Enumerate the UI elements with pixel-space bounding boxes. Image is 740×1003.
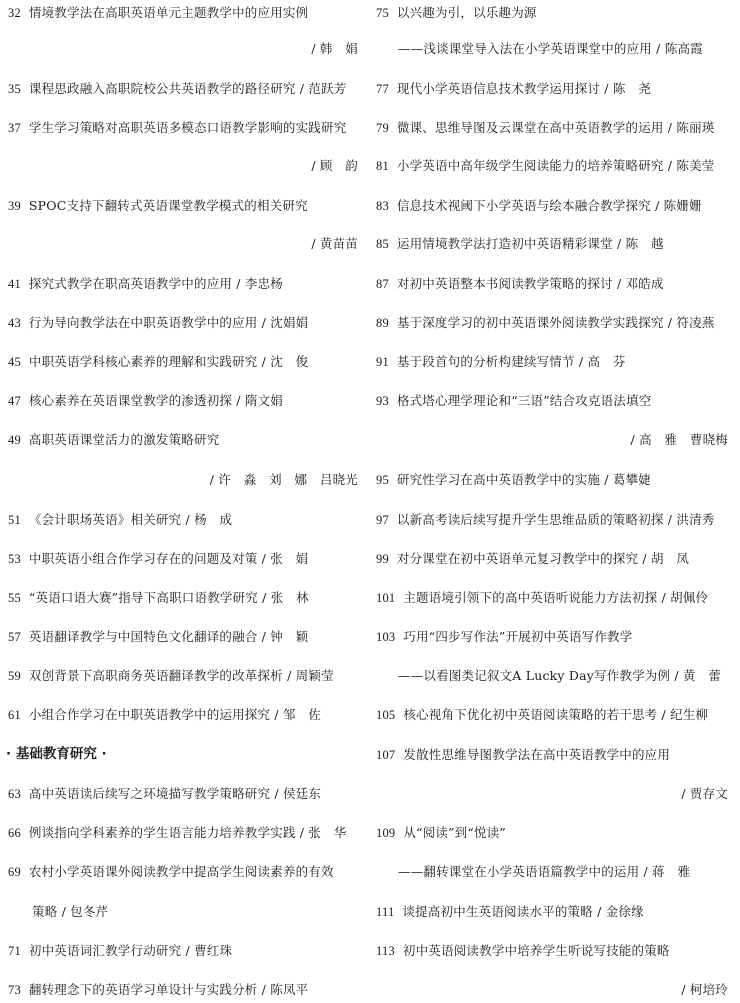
- toc-entry[interactable]: 41 探究式教学在职高英语教学中的应用 / 李忠杨: [8, 276, 283, 291]
- toc-entry[interactable]: 111 谈提高初中生英语阅读水平的策略 / 金徐缘: [376, 904, 644, 919]
- toc-entry[interactable]: 83 信息技术视阈下小学英语与绘本融合教学探究 / 陈姗姗: [376, 198, 702, 213]
- section-heading: · 基础教育研究 ·: [6, 746, 107, 762]
- toc-entry[interactable]: 101 主题语境引领下的高中英语听说能力方法初探 / 胡佩伶: [376, 590, 709, 605]
- toc-author: / 贾存文: [681, 786, 728, 801]
- toc-entry[interactable]: 51 《会计职场英语》相关研究 / 杨 成: [8, 512, 233, 527]
- toc-entry[interactable]: 35 课程思政融入高职院校公共英语教学的路径研究 / 范跃芳: [8, 81, 347, 96]
- toc-entry[interactable]: 66 例谈指向学科素养的学生语言能力培养教学实践 / 张 华: [8, 825, 347, 840]
- toc-entry[interactable]: 87 对初中英语整本书阅读教学策略的探讨 / 邓皓成: [376, 276, 664, 291]
- toc-entry[interactable]: 53 中职英语小组合作学习存在的问题及对策 / 张 娟: [8, 551, 309, 566]
- toc-entry[interactable]: 81 小学英语中高年级学生阅读能力的培养策略研究 / 陈美莹: [376, 158, 715, 173]
- toc-entry[interactable]: 32 情境教学法在高职英语单元主题教学中的应用实例: [8, 5, 309, 20]
- toc-entry[interactable]: 57 英语翻译教学与中国特色文化翻译的融合 / 钟 颖: [8, 629, 309, 644]
- toc-entry[interactable]: 109 从“阅读”到“悦读”: [376, 825, 506, 840]
- toc-entry[interactable]: 37 学生学习策略对高职英语多模态口语教学影响的实践研究: [8, 120, 347, 135]
- toc-entry[interactable]: 99 对分课堂在初中英语单元复习教学中的探究 / 胡 凤: [376, 551, 690, 566]
- toc-author: / 许 淼 刘 娜 吕晓光: [209, 472, 358, 487]
- toc-entry[interactable]: 43 行为导向教学法在中职英语教学中的应用 / 沈娟娟: [8, 315, 309, 330]
- toc-author: / 柯培玲: [681, 982, 728, 997]
- toc-entry[interactable]: 47 核心素养在英语课堂教学的渗透初探 / 隋文娟: [8, 393, 283, 408]
- toc-entry[interactable]: 45 中职英语学科核心素养的理解和实践研究 / 沈 俊: [8, 354, 309, 369]
- toc-entry[interactable]: 107 发散性思维导图教学法在高中英语教学中的应用: [376, 747, 671, 762]
- toc-entry[interactable]: 93 格式塔心理学理论和“三语”结合攻克语法填空: [376, 393, 652, 408]
- toc-entry[interactable]: 97 以新高考读后续写提升学生思维品质的策略初探 / 洪清秀: [376, 512, 715, 527]
- toc-author: / 顾 韵: [311, 158, 358, 173]
- toc-entry-subtitle: ——翻转课堂在小学英语语篇教学中的运用 / 蒋 雅: [398, 864, 691, 879]
- toc-entry[interactable]: 85 运用情境教学法打造初中英语精彩课堂 / 陈 越: [376, 236, 664, 251]
- toc-entry[interactable]: 49 高职英语课堂活力的激发策略研究: [8, 432, 220, 447]
- toc-entry[interactable]: 95 研究性学习在高中英语教学中的实施 / 葛攀婕: [376, 472, 651, 487]
- toc-entry[interactable]: 69 农村小学英语课外阅读教学中提高学生阅读素养的有效: [8, 864, 334, 879]
- toc-entry[interactable]: 71 初中英语词汇教学行动研究 / 曹红珠: [8, 943, 233, 958]
- toc-entry-continuation: 策略 / 包冬芹: [32, 904, 109, 919]
- toc-entry[interactable]: 103 巧用“四步写作法”开展初中英语写作教学: [376, 629, 633, 644]
- toc-entry[interactable]: 105 核心视角下优化初中英语阅读策略的若干思考 / 纪生柳: [376, 707, 709, 722]
- toc-entry[interactable]: 91 基于段首句的分析构建续写情节 / 高 芬: [376, 354, 626, 369]
- toc-author: / 韩 娟: [311, 41, 358, 56]
- toc-entry[interactable]: 61 小组合作学习在中职英语教学中的运用探究 / 邹 佐: [8, 707, 322, 722]
- toc-author: / 高 雅 曹晓梅: [630, 432, 728, 447]
- toc-entry[interactable]: 55 “英语口语大赛”指导下高职口语教学研究 / 张 林: [8, 590, 309, 605]
- toc-entry[interactable]: 79 微课、思维导图及云课堂在高中英语教学的运用 / 陈丽瑛: [376, 120, 715, 135]
- toc-author: / 黄苗苗: [311, 236, 358, 251]
- toc-entry[interactable]: 59 双创背景下高职商务英语翻译教学的改革探析 / 周颖莹: [8, 668, 334, 683]
- toc-entry-subtitle: ——以看图类记叙文A Lucky Day写作教学为例 / 黄 蕾: [398, 668, 722, 683]
- toc-entry[interactable]: 77 现代小学英语信息技术教学运用探讨 / 陈 尧: [376, 81, 651, 96]
- toc-entry[interactable]: 73 翻转理念下的英语学习单设计与实践分析 / 陈凤平: [8, 982, 309, 997]
- toc-entry[interactable]: 113 初中英语阅读教学中培养学生听说写技能的策略: [376, 943, 670, 958]
- toc-entry[interactable]: 89 基于深度学习的初中英语课外阅读教学实践探究 / 符凌燕: [376, 315, 715, 330]
- toc-entry[interactable]: 75 以兴趣为引，以乐趣为源: [376, 5, 537, 20]
- toc-entry-subtitle: ——浅谈课堂导入法在小学英语课堂中的应用 / 陈高霞: [398, 41, 703, 56]
- toc-entry[interactable]: 39 SPOC支持下翻转式英语课堂教学模式的相关研究: [8, 198, 308, 213]
- toc-entry[interactable]: 63 高中英语读后续写之环境描写教学策略研究 / 侯廷东: [8, 786, 322, 801]
